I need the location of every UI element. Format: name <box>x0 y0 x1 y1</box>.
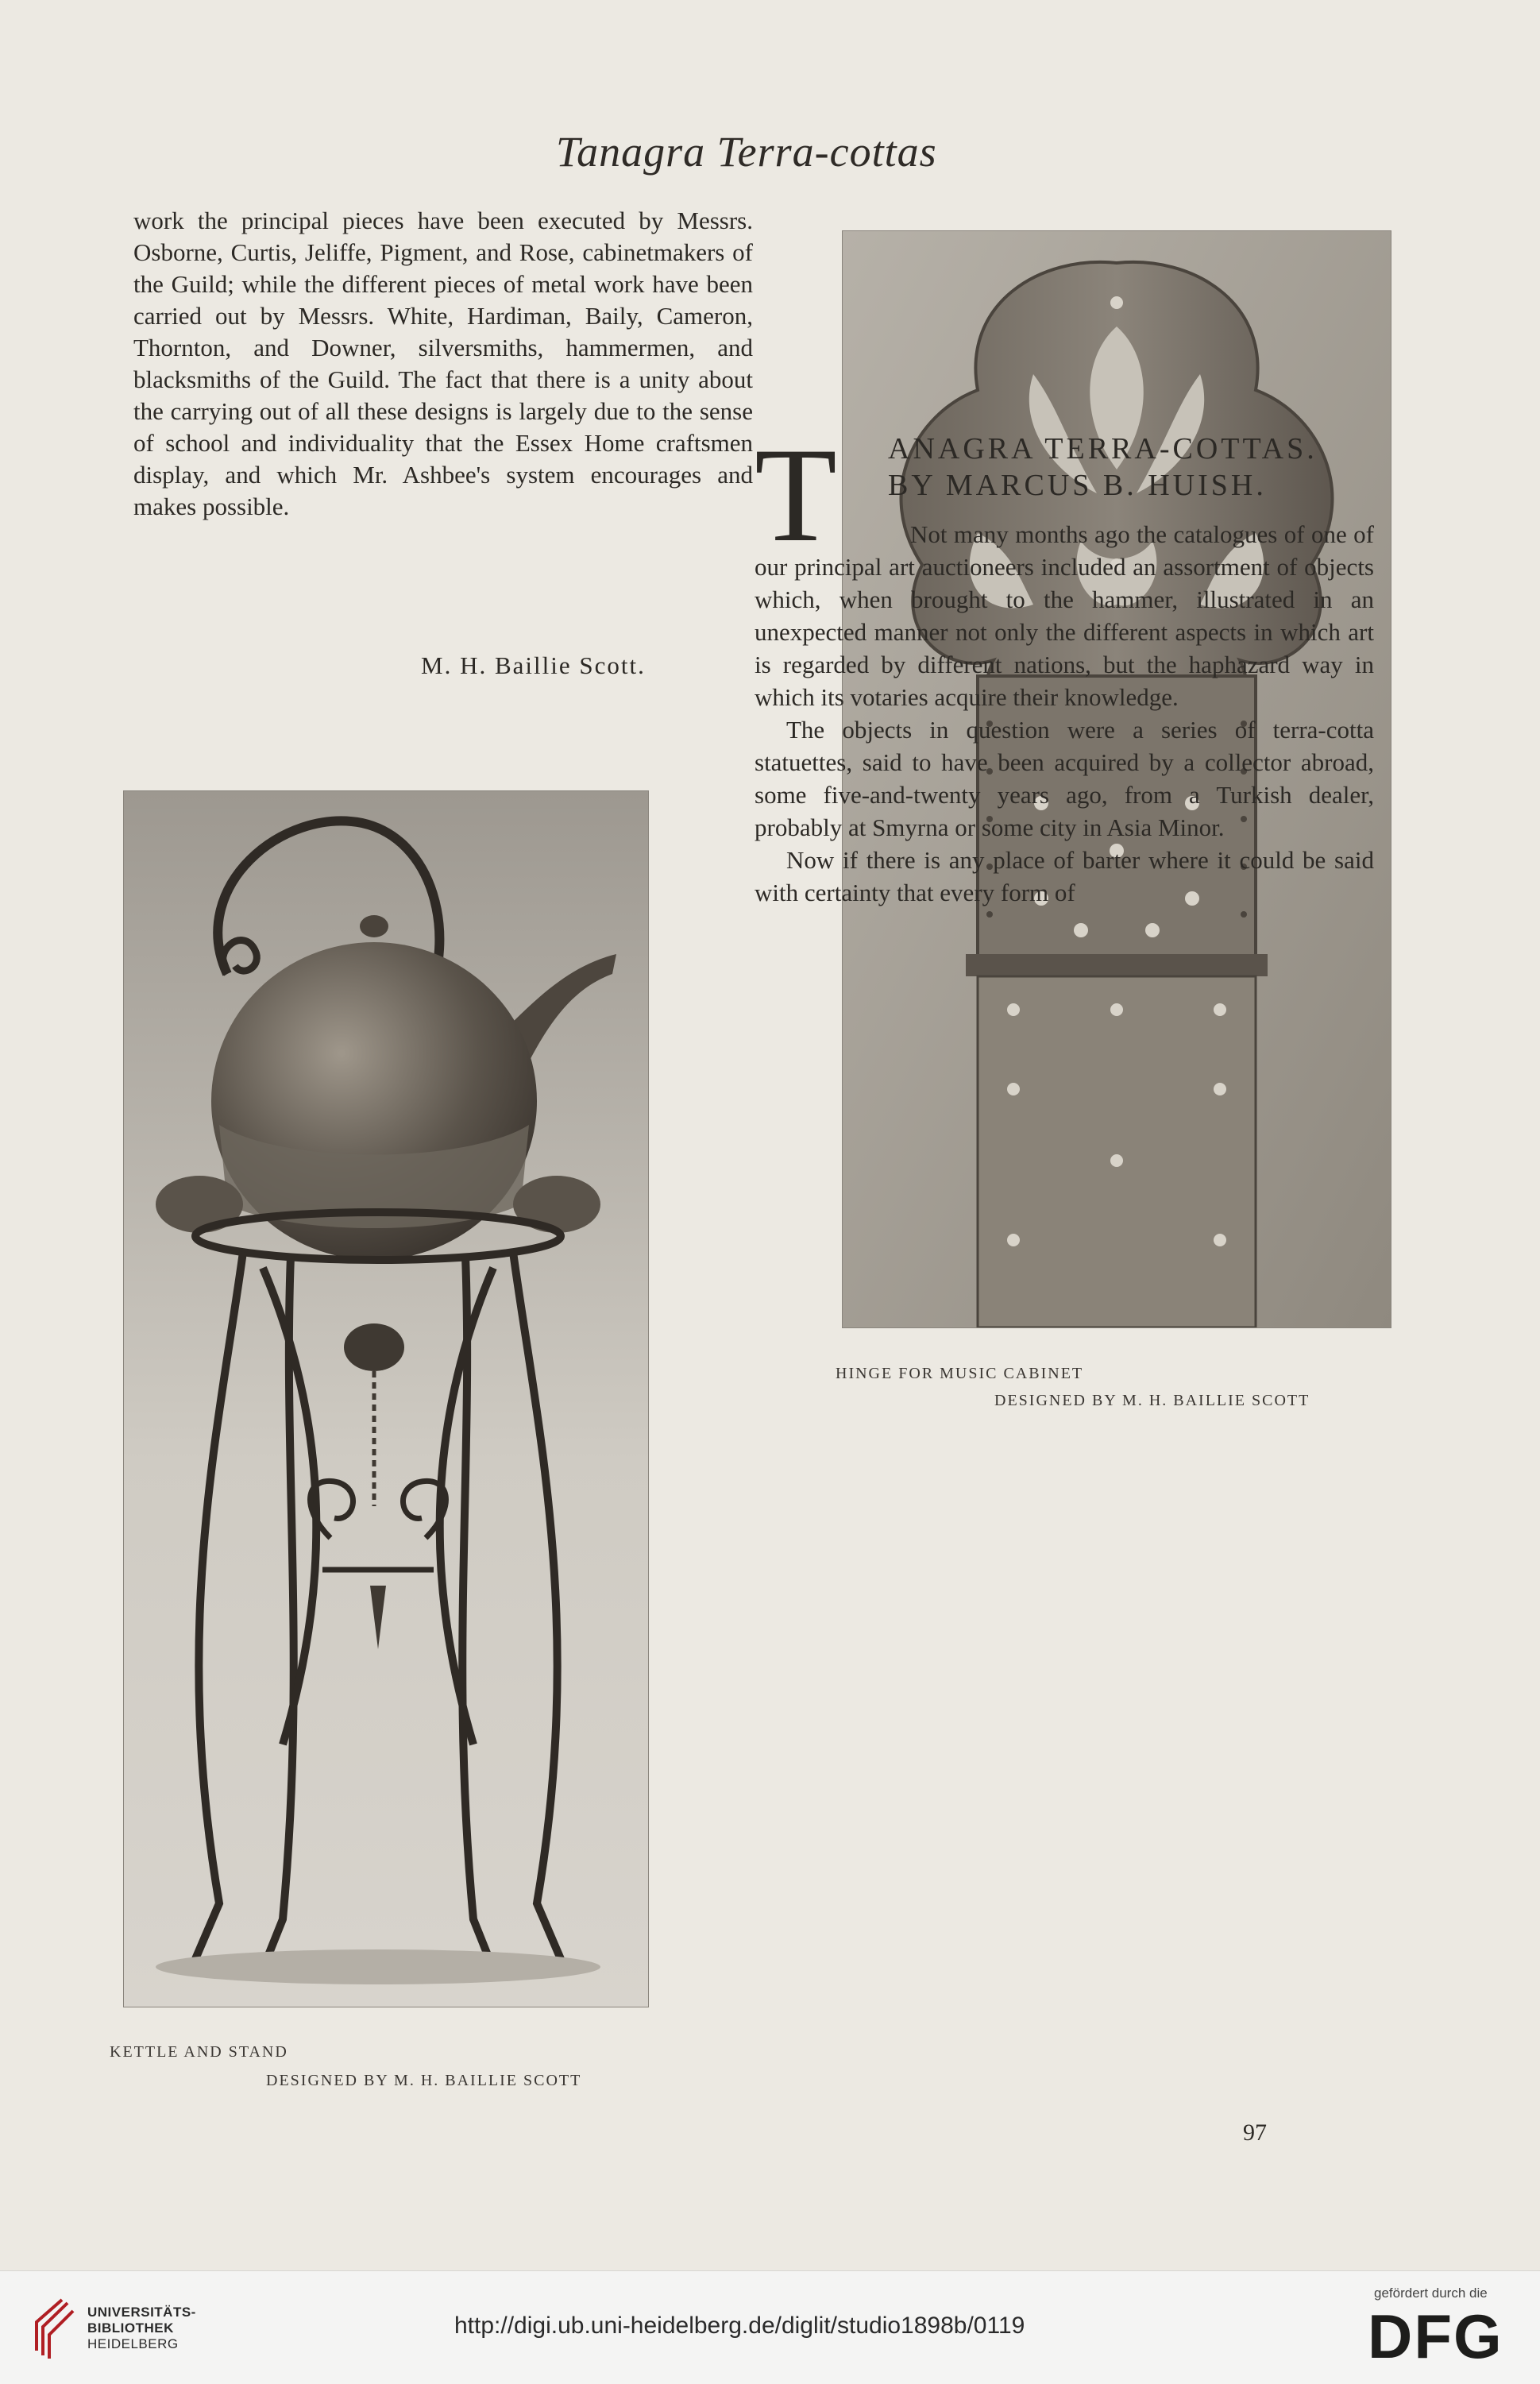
kettle-illustration <box>124 791 648 2007</box>
dfg-logo: DFG <box>1368 2301 1503 2371</box>
closing-paragraph: work the principal pieces have been executed by Messrs. Osborne, Curtis, Jeliffe, Pigment, and Rose, cabinetmakers of the Guild; while the different pieces of metal work have been carried out by Messrs. White, Hardiman, Baily, Cameron, Thornton, and Downer, silversmiths, hammermen, and blacksmiths of the Guild. The fact that there is a unity about the carrying out of all these designs is largely due to the sense of school and individuality that the Essex Home craftsmen display, and which Mr. Ashbee's system encourages and makes possible. <box>133 207 753 520</box>
kettle-caption-line1: KETTLE AND STAND <box>110 2043 288 2061</box>
library-name-line3: HEIDELBERG <box>87 2336 179 2351</box>
page-number: 97 <box>1243 2119 1267 2146</box>
article-paragraph-3: Now if there is any place of barter where it could be said with certainty that every form of <box>755 846 1374 906</box>
author-signature: M. H. Baillie Scott. <box>421 651 646 679</box>
article-paragraph-1: Not many months ago the catalogues of one of our principal art auctioneers included an assortment of objects which, when brought to the hammer, illustrated in an unexpected manner not only the different aspects in which art is regarded by different nations, but the haphazard way in which its votaries acquire their knowledge. <box>755 520 1374 711</box>
running-head: Tanagra Terra-cottas <box>556 128 937 176</box>
closing-text-column <box>133 205 753 523</box>
article-body <box>755 518 1374 909</box>
article-byline: BY MARCUS B. HUISH. <box>888 469 1267 502</box>
library-name-line2: BIBLIOTHEK <box>87 2320 174 2336</box>
article-paragraph-2: The objects in question were a series of terra-cotta statuettes, said to have been acquired by a collector abroad, some five-and-twenty years ago, from a Turkish dealer, probably at Smyrna or some city in Asia Minor. <box>755 716 1374 841</box>
kettle-caption-line2: DESIGNED BY M. H. BAILLIE SCOTT <box>266 2072 582 2089</box>
library-logo-icon <box>32 2298 79 2362</box>
kettle-photo <box>123 790 649 2007</box>
permalink-url[interactable]: http://digi.ub.uni-heidelberg.de/diglit/studio1898b/0119 <box>454 2313 1025 2339</box>
footer-bar <box>0 2270 1540 2384</box>
library-name-line1: UNIVERSITÄTS- <box>87 2305 196 2320</box>
funded-by-label: gefördert durch die <box>1374 2285 1488 2301</box>
article-title-line1: ANAGRA TERRA-COTTAS. <box>888 432 1318 466</box>
article-title <box>888 431 1396 504</box>
hinge-caption-line2: DESIGNED BY M. H. BAILLIE SCOTT <box>994 1392 1310 1409</box>
hinge-caption-line1: HINGE FOR MUSIC CABINET <box>836 1365 1084 1382</box>
library-name <box>87 2305 196 2352</box>
drop-cap: T <box>755 420 837 570</box>
